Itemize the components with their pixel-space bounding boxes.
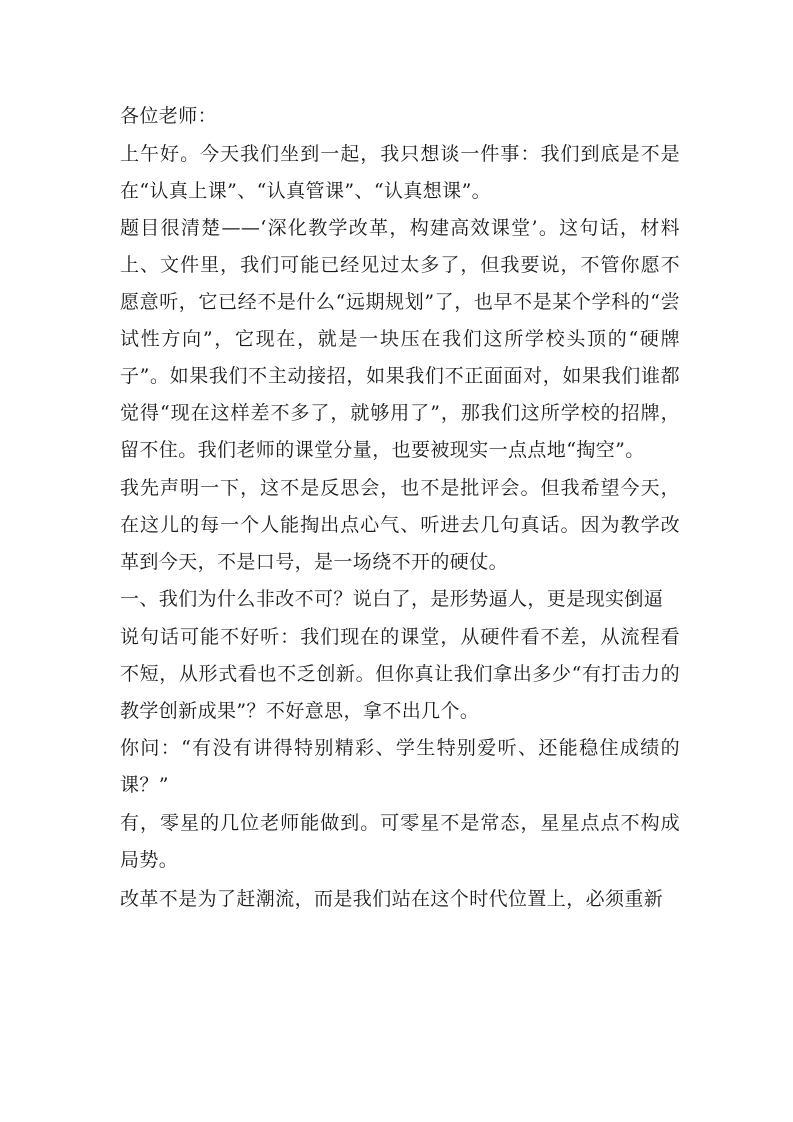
salutation: 各位老师：: [120, 105, 218, 127]
paragraph-topic: 题目很清楚——‘深化教学改革，构建高效课堂’。这句话，材料上、文件里，我们可能已经见过太多了，但我要说，不管你愿不愿意听，它已经不是什么“远期规划”了，也早不是某个学科的“尝试性方向”，它现在，就是一块压在我们这所学校头顶的“硬牌子”。如果我们不主动接招，如果我们不正面面对，如果我们谁都觉得“现在这样差不多了，就够用了”，那我们这所学校的招牌，留不住。我们老师的课堂分量，也要被现实一点点地“掏空”。: [120, 217, 680, 461]
paragraph-answer: 有，零星的几位老师能做到。可零星不是常态，星星点点不构成局势。: [120, 811, 680, 871]
section-heading-one: 一、我们为什么非改不可？说白了，是形势逼人，更是现实倒逼: [120, 588, 664, 610]
paragraph-reform-purpose: 改革不是为了赶潮流，而是我们站在这个时代位置上，必须重新: [120, 887, 664, 910]
paragraph-greeting: 上午好。今天我们坐到一起，我只想谈一件事：我们到底是不是在“认真上课”、“认真管课”、“认真想课”。: [120, 142, 680, 202]
paragraph-situation: 说句话可能不好听：我们现在的课堂，从硬件看不差，从流程看不短，从形式看也不乏创新。但你真让我们拿出多少“有打击力的教学创新成果”？不好意思，拿不出几个。: [120, 625, 680, 722]
paragraph-statement: 我先声明一下，这不是反思会，也不是批评会。但我希望今天，在这儿的每一个人能掏出点心气、听进去几句真话。因为教学改革到今天，不是口号，是一场绕不开的硬仗。: [120, 476, 680, 573]
document-body: [120, 98, 680, 918]
paragraph-question: 你问：“有没有讲得特别精彩、学生特别爱听、还能稳住成绩的课？”: [120, 737, 680, 796]
